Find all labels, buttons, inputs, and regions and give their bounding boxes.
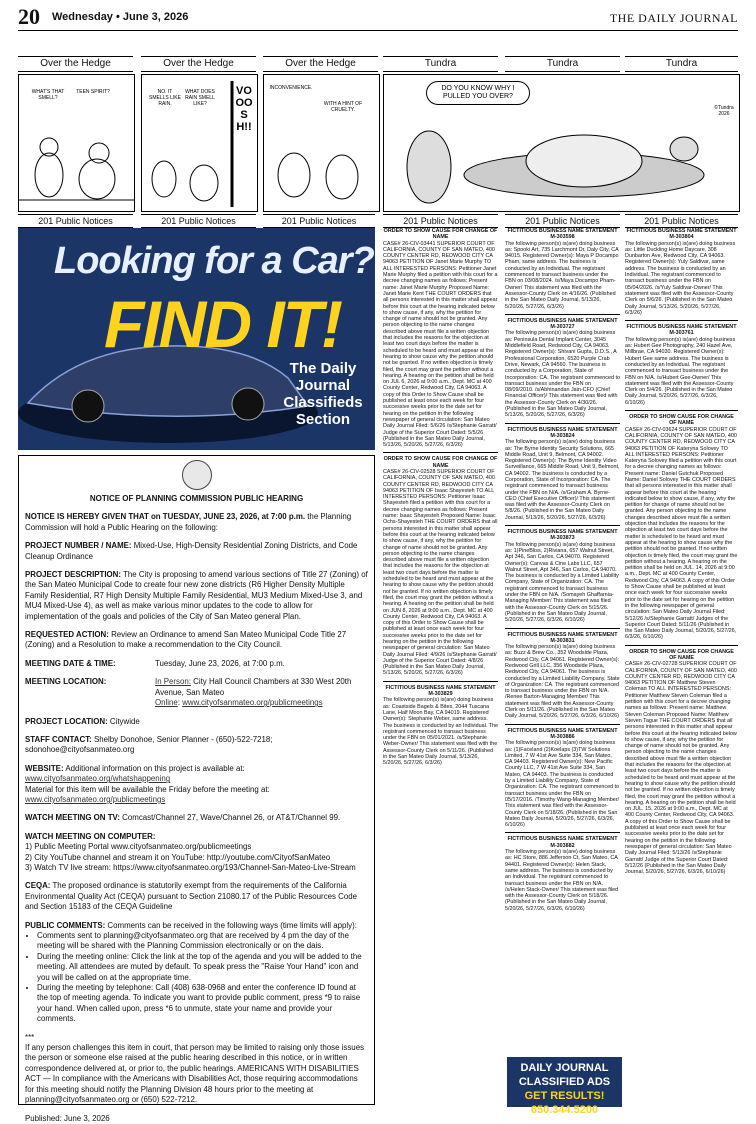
legal-body: The following person(s) is(are) doing business as: Spooki Art, 735 Larchmont Dr, Daly City, CA 94015. Registered Owner(s): Maya P Docampo Pham, same address. The business is conducted by an Individual. The registrant commenced to transact business under the FBN on 03/08/2024. /s/Maya Docampo Pham-Owner/ This statement was filed with the Assessor-County Clerk on 4/16/26. (Published in the San Mateo Daily Journal, 5/13/26, 5/20/26, 5/27/26, 6/3/26) <box>505 240 619 310</box>
comment-method: • During the meeting by telephone: Call (408) 638-0968 and enter the conference ID found at the top of meeting agenda. To indicate you want to provide public comment, press *9 to raise your hand. When called upon, press *6 to unmute, state your name and provide your comments. <box>37 983 368 1025</box>
stars: *** <box>25 1032 35 1042</box>
meeting-location: MEETING LOCATION: In Person: City Hall Council Chambers at 330 West 20th Avenue, San Mateo Online: www.cityofsanmateo.org/publicmeetings <box>25 677 352 708</box>
comment-method: • During the meeting online: Click the link at the top of the agenda and you will be added to the meeting. All attendees are muted by default. To speak press the "Raise Your Hand" icon and you will be called on at the appropriate time. <box>37 952 368 983</box>
issue-date: Wednesday • June 3, 2026 <box>52 11 189 23</box>
dj-ad-phone: GET RESULTS! 650.344.5200 <box>524 1090 605 1116</box>
legal-heading: ORDER TO SHOW CAUSE FOR CHANGE OF NAME <box>629 648 734 661</box>
notice-intro: NOTICE IS HEREBY GIVEN THAT on TUESDAY, JUNE 23, 2026, at 7:00 p.m. the Planning Commission will hold a Public Hearing on the following: <box>25 512 352 532</box>
website-info: WEBSITE: Additional information on this project is available at: www.cityofsanmateo.org/whatshappening Material for this item will be available the Friday before the meeting at: www.cityofsanmateo.org/publicmeetings <box>25 763 270 804</box>
legal-heading: ORDER TO SHOW CAUSE FOR CHANGE OF NAME <box>383 228 498 241</box>
comic-label-4: Tundra <box>383 56 498 72</box>
hedge-bubble-3: NO. IT SMELLS LIKE RAIN. <box>149 89 181 107</box>
legal-heading: FICTITIOUS BUSINESS NAME STATEMENT M-303727 <box>507 317 618 331</box>
publicmeetings-link[interactable]: www.cityofsanmateo.org/publicmeetings <box>25 794 166 804</box>
watch-computer: WATCH MEETING ON COMPUTER: 1) Public Meeting Portal www.cityofsanmateo.org/publicmeetings 2) City YouTube channel and stream it on YouTube: http://youtube.com/CityofSanMateo 3) Watch TV live stream: https://www.cityofsanmateo.org/193/Channel-San-Mateo-Live-Stream <box>25 831 356 872</box>
comic-panel-hedge-1 <box>18 74 135 212</box>
section-label-1: 201 Public Notices <box>18 214 133 228</box>
page-header <box>18 4 738 31</box>
comic-panel-tundra <box>383 74 740 212</box>
tundra-credit: ©Tundra 2026 <box>714 105 734 117</box>
legal-body: The following person(s) is(are) doing business as: The Byrne Identity Security Solutions, 665 Middle Road, Unit 9, Belmont, CA 94002. Registered Owner(s): The Byrne Identity Video Surveillance, 665 Middle Road, Unit 9, Belmont, CA 94002. The business is conducted by a Corporation, State of Incorporation: CA. The registrant commenced to transact business under the FBN on N/A. /s/Graham A. Byrne-CEO (Chief Executive Officer)/ This statement was filed with the Assessor-County Clerk on 5/8/26. (Published in the San Mateo Daily Journal, 5/13/26, 5/20/26, 5/27/26, 6/3/26) <box>505 439 620 521</box>
legal-heading: FICTITIOUS BUSINESS NAME STATEMENT M-303831 <box>507 631 618 644</box>
legal-body: The following person(s) is(are) doing business as: HC Store, 886 Jefferson Ct, San Mateo, CA 94401. Registered Owner(s): Helen Stack, same address. The business is conducted by an Individual. The registrant commenced to transact business under the FBN on N/A. /s/Helen Stack-Owner/ This statement was filed with the Assessor-County Clerk on 5/18/26. (Published in the San Mateo Daily Journal, 5/20/26, 5/27/26, 6/3/26, 6/10/26) <box>505 849 619 912</box>
ad-tagline: The Daily Journal Classifieds Section <box>283 360 363 428</box>
legal-body: The following person(s) is(are) doing business as: (1)Faceland (2)Koelaps (3)TW Solutions Limited, 7 W 41st Ave Suite 334, San Mateo, CA 94403. Registered Owner(s): New Pacific County LLC, 7 W 41st Ave Suite 334, San Mateo, CA 94403. The business is conducted by a Limited Liability Company, State of Organization: CA. The registrant commenced to transact business under the FBN on 05/17/2016. /Timothy Wang-Managing Member/ This statement was filed with the Assessor-County Clerk on 5/18/26. (Published in the San Mateo Daily Journal, 5/20/26, 5/27/26, 6/3/26, 6/10/26) <box>505 740 620 829</box>
comic-label-5: Tundra <box>505 56 620 72</box>
whatshappening-link[interactable]: www.cityofsanmateo.org/whatshappening <box>25 774 171 784</box>
legal-heading: ORDER TO SHOW CAUSE FOR CHANGE OF NAME <box>629 414 734 427</box>
comic-label-6: Tundra <box>625 56 738 72</box>
publication-name: THE DAILY JOURNAL <box>609 11 738 25</box>
hedge-bubble-1: WHAT'S THAT SMELL? <box>31 89 65 101</box>
legal-heading: FICTITIOUS BUSINESS NAME STATEMENT M-303829 <box>385 684 496 698</box>
public-comments: PUBLIC COMMENTS: Comments can be received in the following ways (time limits will apply): <box>25 920 357 930</box>
section-label-3: 201 Public Notices <box>263 214 375 228</box>
watch-tv: WATCH MEETING ON TV: Comcast/Channel 27, Wave/Channel 26, or AT&T/Channel 99. <box>25 813 341 823</box>
hedge-drawing-3 <box>264 75 379 211</box>
legal-heading: FICTITIOUS BUSINESS NAME STATEMENT M-303804 <box>626 228 737 241</box>
legal-body: CASE# 26-CIV-02528 SUPERIOR COURT OF CALIFORNIA, COUNTY OF SAN MATEO, 400 COUNTY CENTER RD, REDWOOD CITY CA 94063 PETITION OF Isaac Shayesteh TO ALL INTERESTED PERSONS: Petitioner Isaac Shayesteh filed a petition with this court for a decree changing names as follows: Present name: Isaac Shayesteh Proposed Name: Isaac Ochs-Shayesteh THE COURT ORDERS that all persons interested in this matter shall appear before this court at the hearing indicated below to show cause, if any, why the petition for change of name should not be granted. Any person objecting to the name changes described above must file a written objection that includes the reasons for the objection at least two court days before the matter is scheduled to be heard and must appear at the hearing to show cause why the petition should not be granted. If no written objection is timely filed, the court may grant the petition without a hearing. A hearing on the petition shall be held on JUN 8, 2026 at 9:00 a.m., Dept. MC at 400 County Center, Redwood City, CA 94063. A copy of this Order to Show Cause shall be published at least once each week for four successive weeks prior to the date set for hearing on the petition in the following newspaper of general circulation: San Mateo Daily Journal Filed: 4/9/26 /s/Stephanie Garratt/ Judge of the Superior Court Dated: 4/8/26 (Published in the San Mateo Daily Journal, 5/13/26, 5/20/26, 5/27/26, 6/3/26) <box>383 468 498 677</box>
page-number: 20 <box>18 4 40 29</box>
ad-headline: Looking for a Car? <box>54 240 374 282</box>
legal-heading: FICTITIOUS BUSINESS NAME STATEMENT M-303761 <box>626 324 737 337</box>
legal-column-5 <box>505 228 620 1054</box>
hedge-bubble-6: INCONVENIENCE. <box>269 85 313 91</box>
ad-find-it: FIND IT! <box>104 287 341 361</box>
hedge-bubble-2: TEEN SPIRIT? <box>76 89 110 95</box>
project-number: PROJECT NUMBER / NAME: Mixed-Use, High-Density Residential Zoning Districts, and Code Cleanup Ordinance <box>25 541 358 561</box>
comic-panel-hedge-2 <box>141 74 258 212</box>
legal-heading: FICTITIOUS BUSINESS NAME STATEMENT M-303598 <box>507 228 618 241</box>
city-seal-icon <box>182 460 212 490</box>
legal-body: The following person(s) is(are) doing business as: Little Duckling Home Daycare, 308 Dunbarton Ave, Redwood City, CA 94063. Registered Owner(s): Yuly Saldivar, same address. The business is conducted by an Individual. The registrant commenced to transact business under the FBN on 05/04/2026. /s/Yuly Saldivar-Owner/ This statement was filed with the Assessor-County Clerk on 5/6/26. (Published in the San Mateo Daily Journal, 5/13/26, 5/20/26, 5/27/26, 6/3/26) <box>625 240 736 316</box>
hedge-bubble-5: VOOOSH!! <box>235 85 253 133</box>
staff-contact: STAFF CONTACT: Shelby Donohoe, Senior Planner - (650)-522-7218; sdonohoe@cityofsanmateo.org <box>25 734 273 755</box>
published-date: Published: June 3, 2026 <box>25 1113 110 1123</box>
project-description: PROJECT DESCRIPTION: The City is proposing to amend various sections of Title 27 (Zoning) of the San Mateo Municipal Code to create four new zone districts (R6 Higher Density Multiple Family Residential, R7 High Density Multiple Family Residential, MU3 Medium Mixed-Use 3, and MU4 Mixed-Use 4), as well as make various minor updates to the code to allow for implementation of the goals and policies of the City of San Mateo general Plan. <box>25 570 368 621</box>
legal-heading: ORDER TO SHOW CAUSE FOR CHANGE OF NAME <box>383 456 498 469</box>
requested-action: REQUESTED ACTION: Review an Ordinance to amend San Mateo Municipal Code Title 27 (Zoning) and a Resolution to make a recommendation to the City Council. <box>25 630 347 650</box>
legal-column-6 <box>625 228 738 1108</box>
section-label-4: 201 Public Notices <box>383 214 498 228</box>
section-label-6: 201 Public Notices <box>625 214 738 228</box>
legal-heading: FICTITIOUS BUSINESS NAME STATEMENT M-303886 <box>507 727 618 740</box>
legal-body: The following person(s) is(are) doing business as: Buzz & Brew Co., 352 Woodside Plaza, Redwood City, CA 94061. Registered Owner(s): Redwood Grill LLC, 356 Woodside Plaza, Redwood City, CA 94061. The business is conducted by a Limited Liability Company, State of Organization: CA. The registrant commenced to transact business under the FBN on N/A. /Renee Barton-Managing Member/ This statement was filed with the Assessor-County Clerk on 5/11/26. (Published in the San Mateo Daily Journal, 5/20/26, 5/27/26, 6/3/26, 6/10/26) <box>505 644 620 720</box>
comment-method: • Comments sent to planning@cityofsanmateo.org that are received by 4 pm the day of the meeting will be shared with the Planning Commission electronically or on the dais. <box>37 931 368 952</box>
legal-heading: FICTITIOUS BUSINESS NAME STATEMENT M-303824 <box>507 426 618 439</box>
legal-body: The following person(s) is(are) doing business as: 1)PineBliss, 2)Riviana, 657 Walnut Street, Apt 346, San Carlos, CA 94070. Registered Owner(s): Canvas & Cine Labs LLC, 657 Walnut Street, Apt 346, San Carlos, CA 94070. The business is conducted by a Limited Liability Company, State of Organization: CA. The registrant commenced to transact business under the FBN on N/A. /Somayeh Ghaffarnia-Managing Member/ This statement was filed with the Assessor-County Clerk on 5/15/26. (Published in the San Mateo Daily Journal, 5/20/26, 5/27/26, 6/3/26, 6/10/26) <box>505 541 619 624</box>
ceqa: CEQA: The proposed ordinance is statutorily exempt from the requirements of the California Environmental Quality Act (CEQA) pursuant to Section 21080.17 of the Public Resources Code and Section 15183 of the CEQA Guideline <box>25 881 358 912</box>
dj-ad-line2: CLASSIFIED ADS <box>518 1076 611 1088</box>
meeting-date: MEETING DATE & TIME: Tuesday, June 23, 2026, at 7:00 p.m. <box>25 658 285 668</box>
hedge-bubble-4: WHAT DOES RAIN SMELL LIKE? <box>185 89 215 107</box>
project-location: PROJECT LOCATION: Citywide <box>25 716 140 726</box>
planning-notice <box>18 455 375 1123</box>
legal-body: CASE# 26-CIV-03441 SUPERIOR COURT OF CALIFORNIA, COUNTY OF SAN MATEO, 400 COUNTY CENTER RD, REDWOOD CITY CA 94063 PETITION OF Janet Marie Murphy TO ALL INTERESTED PERSONS: Petitioner Janet Marie Murphy filed a petition with this court for a decree changing names as follows: Present name: Janet Marie Murphy Proposed Name: Janet Marie Kent THE COURT ORDERS that all persons interested in this matter shall appear before this court at the hearing indicated below to show cause, if any, why the petition for change of name should not be granted. Any person objecting to the name changes described above must file a written objection that includes the reasons for the objection at least two court days before the matter is scheduled to be heard and must appear at the hearing to show cause why the petition should not be granted. If no written objection is timely filed, the court may grant the petition without a hearing. A hearing on the petition shall be held on JUL 6, 2026 at 9:00 a.m., Dept. MC at 400 County Center, Redwood City, CA 94063. A copy of this Order to Show Cause shall be published at least once each week for four successive weeks prior to the date set for hearing on the petition in the following newspaper of general circulation: San Mateo Daily Journal Filed: 5/6/26 /s/Stephanie Garratt/ Judge of the Superior Court Dated: 5/5/26 (Published in the San Mateo Daily Journal, 5/13/26, 5/20/26, 5/27/26, 6/3/26) <box>383 240 498 449</box>
comment-methods <box>25 931 368 1025</box>
dj-ad-line1: DAILY JOURNAL <box>520 1062 609 1074</box>
closing-text: If any person challenges this item in court, that person may be limited to raising only those issues the person or someone else raised at the public hearing described in this notice, or in written correspondence delivered at, or prior to, the public hearings. AMERICANS WITH DISABILITIES ACT — In compliance with the Americans with Disabilities Act, those requiring accommodations for this meeting should notify the Planning Division 48 hours prior to the meeting at planning@cityofsanmateo.org or (650) 522-7212. <box>25 1043 365 1105</box>
legal-body: The following person(s) is(are) doing business as: Coastside Bagels & Bites, 2044 Tuscana Lane, Half Moon Bay, CA 94019. Registered Owner(s): Stephanie Weber, same address. The business is conducted by an Individual. The registrant commenced to transact business under the FBN on 05/01/2021. /s/Stephanie Weber-Owner/ This statement was filed with the Assessor-County Clerk on 5/11/26. (Published in the San Mateo Daily Journal, 5/13/26, 5/20/26, 5/27/26, 6/3/26) <box>383 697 498 767</box>
meetings-link[interactable]: www.cityofsanmateo.org/publicmeetings <box>182 698 323 708</box>
section-label-2: 201 Public Notices <box>141 214 256 228</box>
notice-title: NOTICE OF PLANNING COMMISSION PUBLIC HEARING <box>89 494 304 503</box>
legal-body: CASE# 26-CIV-02728 SUPERIOR COURT OF CALIFORNIA, COUNTY OF SAN MATEO, 400 COUNTY CENTER RD, REDWOOD CITY CA 94063 PETITION OF Matthew Steven Coleman TO ALL INTERESTED PERSONS: Petitioner Matthew Steven Coleman filed a petition with this court for a decree changing names as follows: Present name: Matthew Steven Coleman Proposed Name: Matthew Steven Tague THE COURT ORDERS that all persons interested in this matter shall appear before this court at the hearing indicated below to show cause, if any, why the petition for change of name should not be granted. Any person objecting to the name changes described above must file a written objection that includes the reasons for the objection at least two court days before the matter is scheduled to be heard and must appear at the hearing to show cause why the petition should not be granted. If no written objection is timely filed, the court may grant the petition without a hearing. A hearing on the petition shall be held on JUL. 15, 2026 at 9:00 a.m., Dept. MC at 400 County Center, Redwood City, CA 94063. A copy of this Order to Show Cause shall be published at least once each week for four successive weeks prior to the date set for hearing on the petition in the following newspaper of general circulation: San Mateo Daily Journal Filed: 5/13/26 /s/Stephanie Garratt/ Judge of the Superior Court Dated: 5/12/26 (Published in the San Mateo Daily Journal, 5/20/26, 5/27/26, 6/3/26, 6/10/26) <box>625 661 737 876</box>
legal-body: The following person(s) is(are) doing business as: Hubert Gee Photography, 240 Hazel Ave, Millbrae, CA 94030. Registered Owner(s): Hubert Gee same address. The business is conducted by an Individual. The registrant commenced to transact business under the FBN on N/A. /s/Hubert Gee-Owner/ This statement was filed with the Assessor-County Clerk on 5/4/26. (Published in the San Mateo Daily Journal, 5/20/26, 5/27/26, 6/3/26, 6/10/26) <box>625 336 736 406</box>
classifieds-ad <box>18 228 375 450</box>
legal-body: CASE# 26-CIV-03624 SUPERIOR COURT OF CALIFORNIA, COUNTY OF SAN MATEO, 400 COUNTY CENTER RD, REDWOOD CITY CA 94063 PETITION OF Kateryna Solovey TO ALL INTERESTED PERSONS: Petitioner Kateryna Solovey filed a petition with this court for a decree changing names as follows: Present name: Daniel Gutchuk Proposed Name: Daniel Solovey THE COURT ORDERS that all persons interested in this matter shall appear before this court at the hearing indicated below to show cause, if any, why the petition for change of name should not be granted. Any person objecting to the name changes described above must file a written objection that includes the reasons for the objection at least two court days before the matter is scheduled to be heard and must appear at the hearing to show cause why the petition should not be granted. If no written objection is timely filed, the court may grant the petition without a hearing. A hearing on the petition shall be held on JUL. 14, 2026 at 9:00 a.m., Dept. MC at 400 County Center, Redwood City, CA 94063. A copy of this Order to Show Cause shall be published at least once each week for four successive weeks prior to the date set for hearing on the petition in the following newspaper of general circulation: San Mateo Daily Journal Filed: 5/12/26 /s/Stephanie Garratt/ Judges of the Superior Court Dated: 5/11/26 (Published in the San Mateo Daily Journal, 5/20/26, 5/27/26, 6/3/26, 6/10/26) <box>625 426 738 641</box>
comic-label-2: Over the Hedge <box>141 56 256 72</box>
hedge-bubble-7: WITH A HINT OF CRUELTY. <box>323 101 363 113</box>
comic-panel-hedge-3 <box>263 74 380 212</box>
legal-body: The following person(s) is(are) doing business as: Peninsula Dental Implant Center, 3045 Middlefield Road, Redwood City, CA 94063. Registered Owner(s): Shivani Gupta, D.D.S., A Professional Corporation, 6520 Purple Crab Drive, Newark, CA 94560. The business is conducted by a Corporation, State of Incorporation: CA. The registrant commenced to transact business under the FBN on 08/09/2010. /s/Abhinandan Jain-CFO (Chief Financial Officer)/ This statement was filed with the Assessor-County Clerk on 4/30/26. (Published in the San Mateo Daily Journal, 5/13/26, 5/20/26, 5/27/26, 6/3/26) <box>505 330 620 419</box>
legal-heading: FICTITIOUS BUSINESS NAME STATEMENT M-303882 <box>507 836 618 849</box>
comic-label-3: Over the Hedge <box>263 56 378 72</box>
section-label-5: 201 Public Notices <box>505 214 620 228</box>
legal-heading: FICTITIOUS BUSINESS NAME STATEMENT M-303873 <box>507 529 618 542</box>
daily-journal-classifieds-ad <box>507 1057 622 1116</box>
comic-label-1: Over the Hedge <box>18 56 133 72</box>
tundra-bubble: DO YOU KNOW WHY I PULLED YOU OVER? <box>426 81 530 105</box>
legal-column-4 <box>383 228 498 1108</box>
